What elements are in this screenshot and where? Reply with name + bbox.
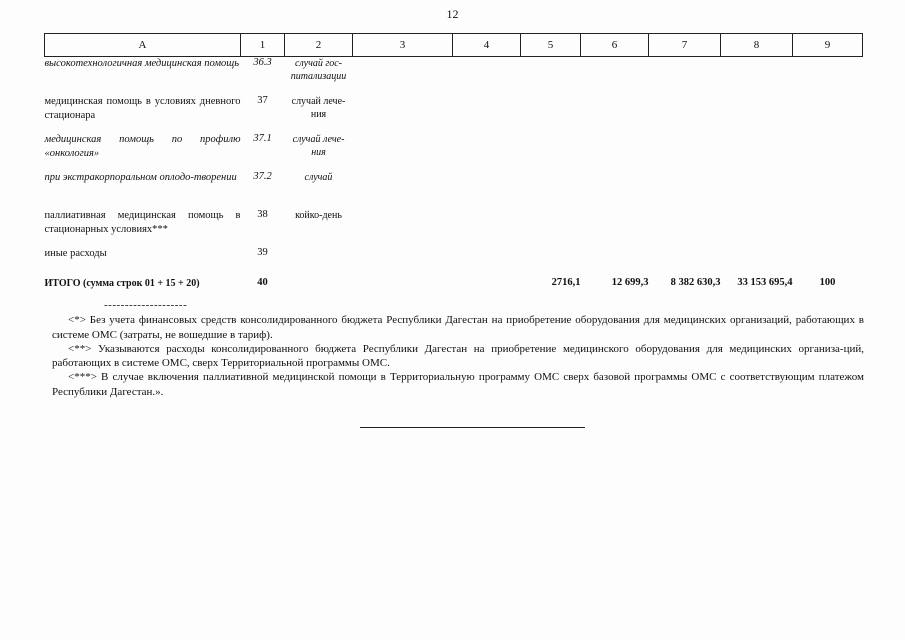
row-unit: случай <box>304 171 333 183</box>
row-unit: случай лече- ния <box>292 133 345 158</box>
table-row <box>45 209 863 247</box>
row-code: 37.1 <box>253 132 272 144</box>
row-unit: койко-день <box>295 209 342 221</box>
row-label: медицинская помощь в условиях дневного стационара <box>44 95 241 121</box>
row-code: 39 <box>257 246 268 258</box>
total-col6: 12 699,3 <box>611 276 649 288</box>
column-header: 8 <box>721 34 793 57</box>
total-code: 40 <box>257 276 268 288</box>
row-code: 38 <box>257 208 268 220</box>
total-col7: 8 382 630,3 <box>670 276 721 288</box>
footnote-3: <***> В случае включения паллиативной медицинской помощи в Территориальную программу ОМС сверх базовой программы ОМС с соответствующим платежом Республики Дагестан.». <box>52 371 864 398</box>
row-code: 36.3 <box>253 57 272 68</box>
row-label: медицинская помощь по профилю «онкология» <box>44 133 241 159</box>
column-header: 2 <box>285 34 353 57</box>
table-row <box>45 57 863 95</box>
total-row <box>45 271 863 295</box>
table-row <box>45 95 863 133</box>
column-header: 4 <box>453 34 521 57</box>
total-col5: 2716,1 <box>551 276 581 288</box>
row-code: 37.2 <box>253 170 272 182</box>
total-label: ИТОГО (сумма строк 01 + 15 + 20) <box>44 277 200 289</box>
column-header: 7 <box>649 34 721 57</box>
column-header: А <box>45 34 241 57</box>
table-row <box>45 171 863 209</box>
row-unit: случай лече- ния <box>291 95 346 120</box>
row-label: при экстракорпоральном оплодо-творении <box>44 171 237 183</box>
total-col9: 100 <box>819 276 836 288</box>
page-number: 12 <box>446 7 459 21</box>
signature-line <box>360 427 585 428</box>
table-header-row <box>45 34 863 57</box>
footnote-1: <*> Без учета финансовых средств консолидированного бюджета Республики Дагестан на приобретение оборудования для медицинских организаций, работающих в системе ОМС (затраты, не вошедшие в тариф). <box>52 314 864 341</box>
column-header: 3 <box>353 34 453 57</box>
row-label: высокотехнологичная медицинская помощь <box>44 58 240 69</box>
row-label: иные расходы <box>44 247 107 259</box>
column-header: 6 <box>581 34 649 57</box>
row-code: 37 <box>257 94 268 106</box>
column-header: 9 <box>793 34 863 57</box>
footnote-separator: -------------------- <box>104 299 188 311</box>
column-header: 1 <box>241 34 285 57</box>
table-row <box>45 133 863 171</box>
footnote-2: <**> Указываются расходы консолидированного бюджета Республики Дагестан на приобретение медицинского оборудования для медицинских организа-ций, работающих в системе ОМС, сверх Территориальной программы ОМС. <box>52 342 864 370</box>
expenses-table <box>44 33 863 295</box>
table-row <box>45 247 863 271</box>
footnotes <box>52 298 864 399</box>
total-col8: 33 153 695,4 <box>737 276 793 288</box>
row-label: паллиативная медицинская помощь в стационарных условиях*** <box>44 209 241 235</box>
row-unit <box>285 247 353 271</box>
row-unit: случай гос- питализации <box>290 58 347 82</box>
column-header: 5 <box>521 34 581 57</box>
